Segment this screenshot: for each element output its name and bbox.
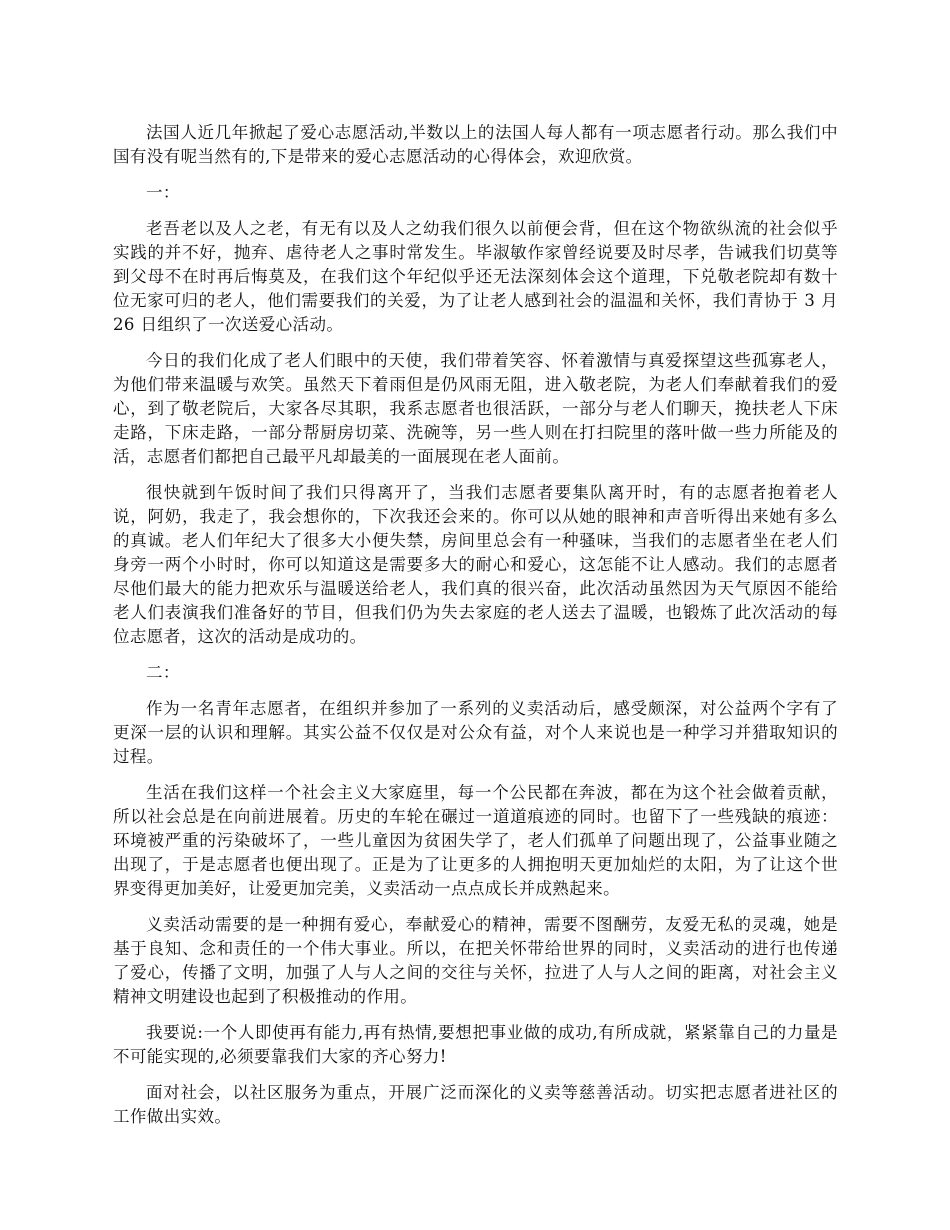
paragraph: 我要说:一个人即使再有能力,再有热情,要想把事业做的成功,有所成就，紧紧靠自己的力量是不可能实现的,必须要靠我们大家的齐心努力! [113,1023,838,1066]
section-heading-one: 一： [146,183,180,202]
paragraph: 义卖活动需要的是一种拥有爱心，奉献爱心的精神，需要不图酬劳，友爱无私的灵魂，她是基于良知、念和责任的一个伟大事业。所以，在把关怀带给世界的同时，义卖活动的进行也传递了爱心，传播了文明，加强了人与人之间的交往与关怀，拉进了人与人之间的距离，对社会主义精神文明建设也起到了积极推动的作用。 [113,915,838,1006]
paragraph: 老吾老以及人之老，有无有以及人之幼我们很久以前便会背，但在这个物欲纵流的社会似乎实践的并不好，抛弃、虐待老人之事时常发生。毕淑敏作家曾经说要及时尽孝，告诫我们切莫等到父母不在时再后悔莫及，在我们这个年纪似乎还无法深刻体会这个道理，下兑敬老院却有数十位无家可归的老人，他们需要我们的关爱，为了让老人感到社会的温温和关怀，我们青协于 3 月 26 日组织了一次送爱心活动。 [113,219,838,334]
paragraph-intro: 法国人近几年掀起了爱心志愿活动,半数以上的法国人每人都有一项志愿者行动。那么我们中国有没有呢当然有的,下是带来的爱心志愿活动的心得体会，欢迎欣赏。 [113,123,838,166]
paragraph-closing: 面对社会，以社区服务为重点，开展广泛而深化的义卖等慈善活动。切实把志愿者进社区的工作做出实效。 [113,1083,838,1126]
paragraph: 生活在我们这样一个社会主义大家庭里，每一个公民都在奔波，都在为这个社会做着贡献，所以社会总是在向前进展着。历史的车轮在碾过一道道痕迹的同时。也留下了一些残缺的痕迹：环境被严重的污染破坏了，一些儿童因为贫困失学了，老人们孤单了问题出现了，公益事业随之出现了，于是志愿者也便出现了。正是为了让更多的人拥抱明天更加灿烂的太阳，为了让这个世界变得更加美好，让爱更加完美，义卖活动一点点成长并成熟起来。 [113,783,838,898]
paragraph: 今日的我们化成了老人们眼中的天使，我们带着笑容、怀着激情与真爱探望这些孤寡老人，为他们带来温暖与欢笑。虽然天下着雨但是仍风雨无阻，进入敬老院，为老人们奉献着我们的爱心，到了敬老院后，大家各尽其职，我系志愿者也很活跃，一部分与老人们聊天，挽扶老人下床走路，下床走路，一部分帮厨房切菜、洗碗等，另一些人则在打扫院里的落叶做一些力所能及的活，志愿者们都把自己最平凡却最美的一面展现在老人面前。 [113,351,838,466]
section-heading-two: 二： [146,663,180,682]
document-body [113,121,838,1141]
paragraph: 很快就到午饭时间了我们只得离开了，当我们志愿者要集队离开时，有的志愿者抱着老人说，阿奶，我走了，我会想你的，下次我还会来的。你可以从她的眼神和声音听得出来她有多么的真诚。老人们年纪大了很多大小便失禁，房间里总会有一种骚味，当我们的志愿者坐在老人们身旁一两个小时时，你可以知道这是需要多大的耐心和爱心，这怎能不让人感动。我们的志愿者尽他们最大的能力把欢乐与温暖送给老人，我们真的很兴奋，此次活动虽然因为天气原因不能给老人们表演我们准备好的节目，但我们仍为失去家庭的老人送去了温暖，也锻炼了此次活动的每位志愿者，这次的活动是成功的。 [113,483,838,646]
paragraph: 作为一名青年志愿者，在组织并参加了一系列的义卖活动后，感受颇深，对公益两个字有了更深一层的认识和理解。其实公益不仅仅是对公众有益，对个人来说也是一种学习并猎取知识的过程。 [113,699,838,766]
